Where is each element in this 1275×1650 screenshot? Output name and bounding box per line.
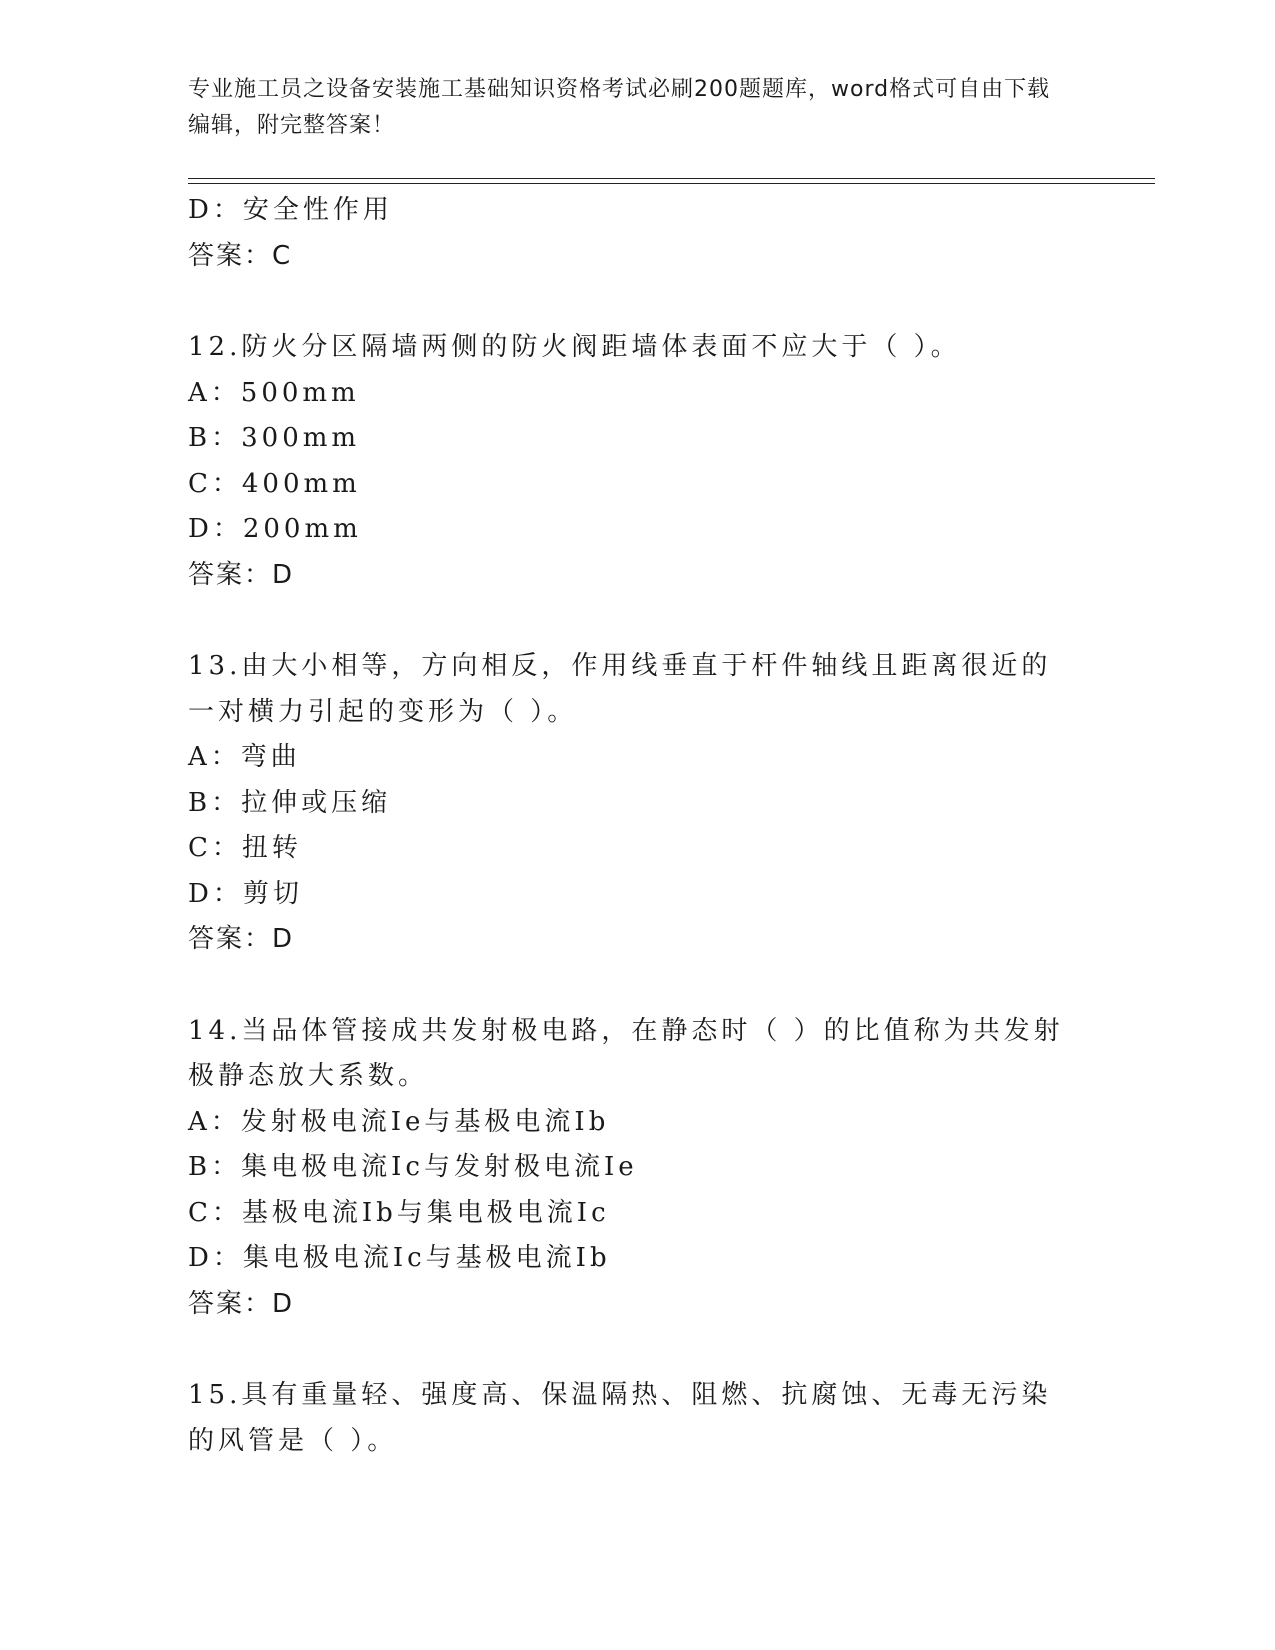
answer-label: 答案： bbox=[188, 559, 273, 590]
answer-value: D bbox=[272, 559, 295, 590]
answer-label: 答案： bbox=[188, 240, 273, 271]
spacer bbox=[188, 963, 1078, 1009]
spacer bbox=[188, 279, 1078, 325]
header-rule-top bbox=[188, 178, 1155, 179]
option-b: B：集电极电流Ic与发射极电流Ie bbox=[188, 1152, 638, 1182]
question-stem: 13.由大小相等，方向相反，作用线垂直于杆件轴线且距离很近的一对横力引起的变形为（ ）。 bbox=[188, 651, 1052, 727]
option-d: D：200mm bbox=[188, 514, 362, 544]
answer-line bbox=[188, 1282, 1078, 1328]
option-a: A：500mm bbox=[188, 377, 360, 408]
document-header: 专业施工员之设备安装施工基础知识资格考试必刷200题题库，word格式可自由下载编辑，附完整答案！ bbox=[188, 77, 1051, 138]
question-stem: 12.防火分区隔墙两侧的防火阀距墙体表面不应大于（ ）。 bbox=[188, 332, 961, 362]
answer-label: 答案： bbox=[188, 924, 273, 954]
answer-label: 答案： bbox=[188, 1288, 273, 1319]
option-d: D：安全性作用 bbox=[188, 195, 393, 225]
option-c: C：扭转 bbox=[188, 833, 302, 863]
question-stem: 14.当品体管接成共发射极电路，在静态时（ ）的比值称为共发射极静态放大系数。 bbox=[188, 1015, 1064, 1091]
spacer bbox=[188, 598, 1078, 644]
header-rule-bottom bbox=[188, 183, 1155, 184]
option-b: B：300mm bbox=[188, 423, 361, 453]
answer-value: D bbox=[272, 1288, 295, 1319]
question-stem: 15.具有重量轻、强度高、保温隔热、阻燃、抗腐蚀、无毒无污染的风管是（ ）。 bbox=[188, 1380, 1052, 1456]
option-d: D：剪切 bbox=[188, 878, 303, 909]
option-a: A：弯曲 bbox=[188, 742, 301, 772]
question-list bbox=[188, 188, 1078, 1464]
option-a: A：发射极电流Ie与基极电流Ib bbox=[188, 1106, 610, 1137]
answer-value: D bbox=[272, 924, 295, 954]
option-d: D：集电极电流Ic与基极电流Ib bbox=[188, 1243, 611, 1273]
spacer bbox=[188, 1327, 1078, 1373]
option-c: C：基极电流Ib与集电极电流Ic bbox=[188, 1197, 610, 1228]
answer-line bbox=[188, 917, 1078, 963]
answer-line bbox=[188, 234, 1078, 280]
answer-value: C bbox=[272, 240, 293, 271]
option-b: B：拉伸或压缩 bbox=[188, 787, 392, 818]
option-c: C：400mm bbox=[188, 468, 361, 499]
answer-line bbox=[188, 553, 1078, 599]
